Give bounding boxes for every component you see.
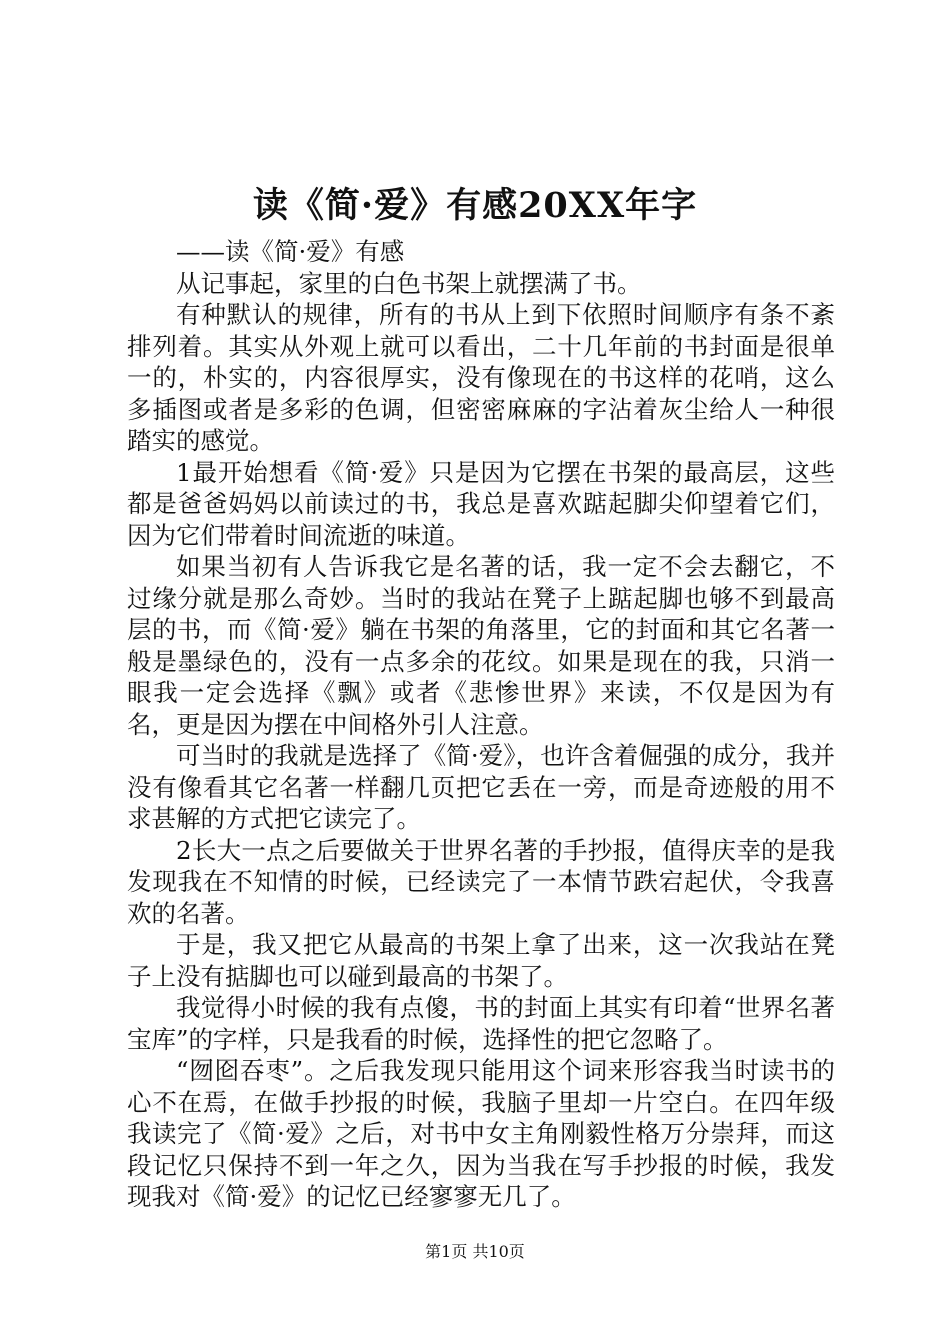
document-body xyxy=(127,236,835,1213)
subtitle-paragraph: ——读《简·爱》有感 xyxy=(176,237,405,266)
body-paragraph: 从记事起，家里的白色书架上就摆满了书。 xyxy=(176,268,642,298)
document-title: 读《简·爱》有感20XX年字 xyxy=(252,185,698,226)
body-paragraph: 我觉得小时候的我有点傻，书的封面上其实有印着“世界名著宝库”的字样，只是我看的时候，选择性的把它忽略了。 xyxy=(127,993,835,1054)
body-paragraph: 有种默认的规律，所有的书从上到下依照时间顺序有条不紊排列着。其实从外观上就可以看出，二十几年前的书封面是很单一的，朴实的，内容很厚实，没有像现在的书这样的花哨，这么多插图或者是多彩的色调，但密密麻麻的字沾着灰尘给人一种很踏实的感觉。 xyxy=(127,300,835,455)
body-paragraph: 如果当初有人告诉我它是名著的话，我一定不会去翻它，不过缘分就是那么奇妙。当时的我站在凳子上踮起脚也够不到最高层的书，而《简·爱》躺在书架的角落里，它的封面和其它名著一般是墨绿色的，没有一点多余的花纹。如果是现在的我，只消一眼我一定会选择《飘》或者《悲惨世界》来读，不仅是因为有名，更是因为摆在中间格外引人注意。 xyxy=(127,552,835,739)
body-paragraph: 2长大一点之后要做关于世界名著的手抄报，值得庆幸的是我发现我在不知情的时候，已经读完了一本情节跌宕起伏，令我喜欢的名著。 xyxy=(127,835,835,928)
body-paragraph: 于是，我又把它从最高的书架上拿了出来，这一次我站在凳子上没有掂脚也可以碰到最高的书架了。 xyxy=(127,930,835,991)
body-paragraph: 1最开始想看《简·爱》只是因为它摆在书架的最高层，这些都是爸爸妈妈以前读过的书，我总是喜欢踮起脚尖仰望着它们，因为它们带着时间流逝的味道。 xyxy=(127,457,835,550)
body-paragraph: 可当时的我就是选择了《简·爱》，也许含着倔强的成分，我并没有像看其它名著一样翻几页把它丢在一旁，而是奇迹般的用不求甚解的方式把它读完了。 xyxy=(127,741,835,833)
page-number-footer: 第1页 共10页 xyxy=(425,1242,525,1261)
body-paragraph: “囫囵吞枣”。之后我发现只能用这个词来形容我当时读书的心不在焉，在做手抄报的时候，我脑子里却一片空白。在四年级我读完了《简·爱》之后，对书中女主角刚毅性格万分崇拜，而这段记忆只保持不到一年之久，因为当我在写手抄报的时候，我发现我对《简·爱》的记忆已经寥寥无几了。 xyxy=(127,1056,835,1211)
